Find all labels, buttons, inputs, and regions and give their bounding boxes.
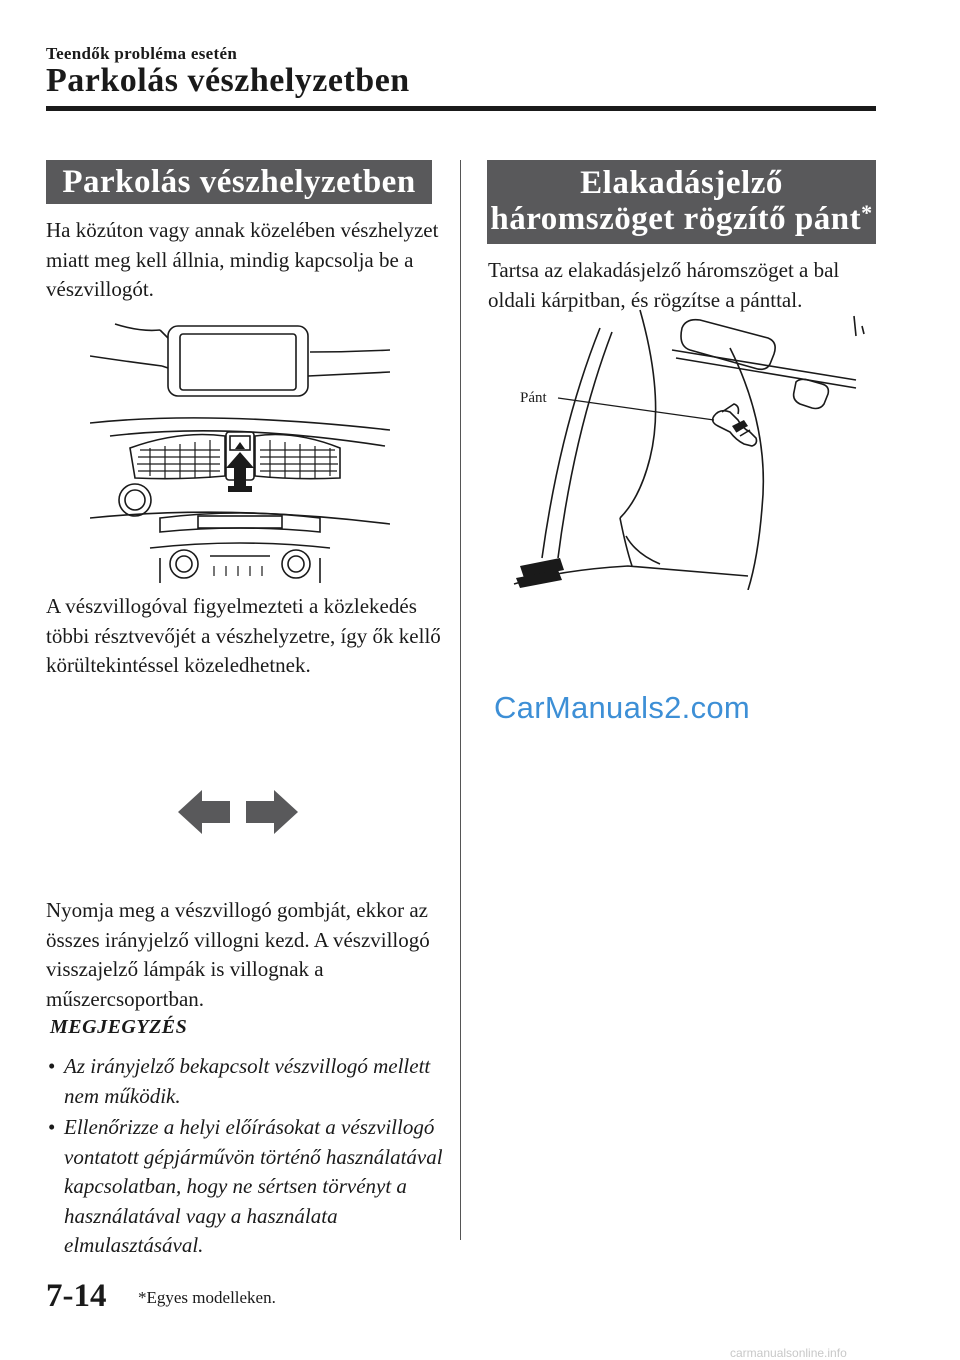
note-text: Ellenőrizze a helyi előírásokat a vészvillogó vontatott gépjárművön történő használatával kapcsolatban, hogy ne sértsen törvényt a használatával vagy a használata elmulasztásával. bbox=[64, 1115, 443, 1257]
turn-signal-indicators-icon bbox=[178, 788, 298, 836]
note-item bbox=[46, 1052, 456, 1111]
section-heading-line2-text: háromszöget rögzítő pánt bbox=[490, 201, 862, 237]
note-list bbox=[46, 1052, 456, 1263]
intro-paragraph: Ha közúton vagy annak közelében vészhelyzet miatt meg kell állnia, mindig kapcsolja be a vészvillogót. bbox=[46, 218, 439, 301]
footnote: *Egyes modelleken. bbox=[138, 1288, 276, 1307]
optional-equipment-asterisk: * bbox=[861, 200, 873, 225]
operation-paragraph: Nyomja meg a vészvillogó gombját, ekkor az összes irányjelző villogni kezd. A vészvillogó visszajelző lámpák is villognak a műszercsoportban. bbox=[46, 898, 430, 1011]
title-rule bbox=[46, 106, 876, 111]
watermark-logo: CarManuals2.com bbox=[494, 690, 751, 725]
section-heading-emergency-parking: Parkolás vészhelyzetben bbox=[46, 160, 432, 204]
note-text: Az irányjelző bekapcsolt vészvillogó mellett nem működik. bbox=[64, 1054, 431, 1108]
page-title: Parkolás vészhelyzetben bbox=[46, 62, 410, 99]
section-heading-line1: Elakadásjelző bbox=[580, 165, 783, 201]
note-heading: MEGJEGYZÉS bbox=[50, 1016, 188, 1038]
bullet: • bbox=[48, 1115, 56, 1139]
page-number: 7-14 bbox=[46, 1278, 107, 1314]
site-watermark: carmanualsonline.info bbox=[730, 1346, 847, 1360]
trunk-side-panel-strap-illustration bbox=[500, 308, 870, 590]
strap-paragraph: Tartsa az elakadásjelző háromszöget a bal oldali kárpitban, és rögzítse a pánttal. bbox=[488, 258, 840, 312]
strap-label: Pánt bbox=[520, 390, 547, 406]
column-divider bbox=[460, 160, 461, 1240]
note-item bbox=[46, 1113, 456, 1261]
section-heading-line2 bbox=[487, 200, 876, 244]
warning-paragraph: A vészvillogóval figyelmezteti a közlekedés többi résztvevőjét a vészhelyzetre, így ők kellő körültekintéssel közeledhetnek. bbox=[46, 594, 441, 677]
chapter-title: Teendők probléma esetén bbox=[46, 44, 238, 63]
dashboard-hazard-button-illustration bbox=[90, 318, 390, 583]
bullet: • bbox=[48, 1054, 56, 1078]
section-heading-triangle-strap bbox=[487, 160, 876, 244]
